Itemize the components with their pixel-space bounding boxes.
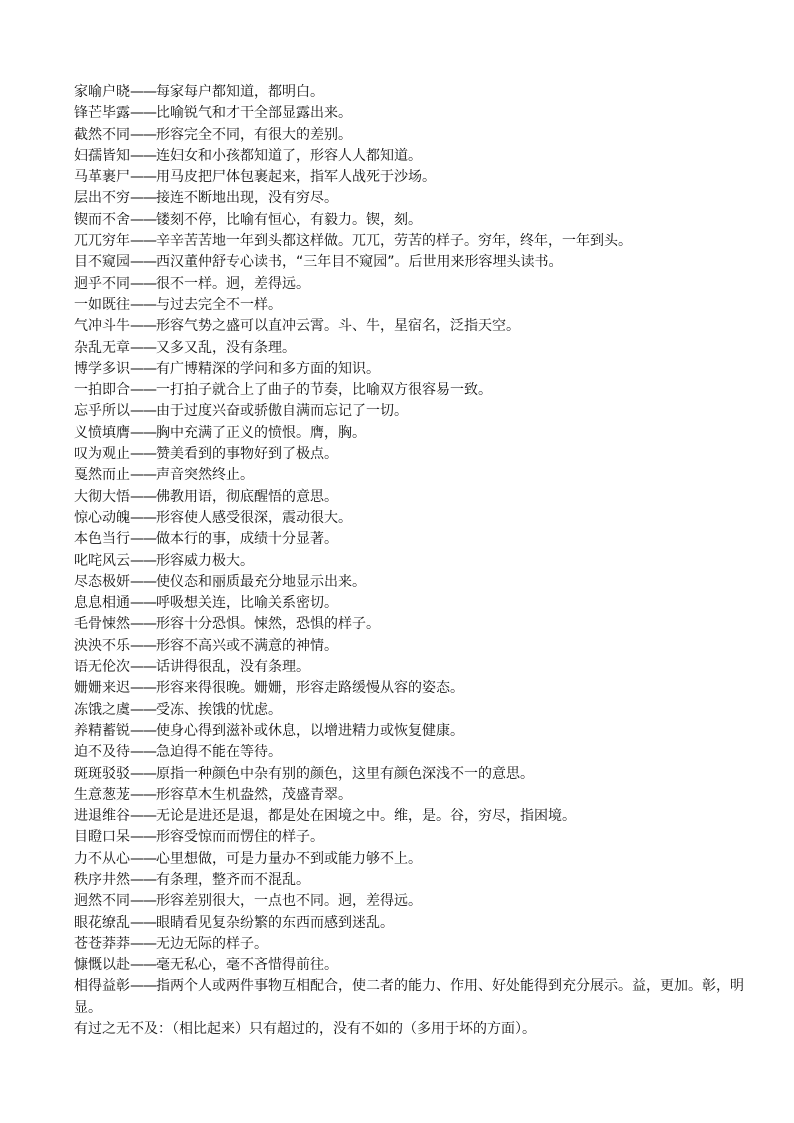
idiom-entry (74, 231, 754, 252)
idiom-definition: 一打拍子就合上了曲子的节奏，比喻双方很容易一致。 (156, 382, 492, 399)
idiom-definition: 眼睛看见复杂纷繁的东西而感到迷乱。 (156, 914, 394, 931)
idiom-term: 迥然不同 (74, 893, 130, 910)
idiom-entry (74, 508, 754, 529)
idiom-definition: 形容威力极大。 (156, 552, 254, 569)
idiom-definition: 形容来得很晚。姗姗，形容走路缓慢从容的姿态。 (156, 680, 464, 697)
idiom-term: 目不窥园 (74, 254, 130, 271)
idiom-term: 截然不同 (74, 126, 130, 143)
idiom-definition: 有条理，整齐而不混乱。 (156, 871, 310, 888)
idiom-term: 语无伦次 (74, 659, 130, 676)
idiom-entry (74, 721, 754, 742)
idiom-entry (74, 870, 754, 891)
idiom-entry (74, 401, 754, 422)
idiom-definition: 指两个人或两件事物互相配合，使二者的能力、作用、好处能得到充分展示。益，更加。彰，明显。 (74, 978, 744, 1016)
vocabulary-list (74, 82, 754, 1040)
idiom-definition: 有广博精深的学问和多方面的知识。 (156, 360, 380, 377)
dash-separator: —— (130, 616, 156, 633)
idiom-definition: 辛辛苦苦地一年到头都这样做。兀兀，劳苦的样子。穷年，终年，一年到头。 (156, 233, 632, 250)
idiom-definition: 形容气势之盛可以直冲云霄。斗、牛，星宿名，泛指天空。 (156, 318, 520, 335)
dash-separator: —— (130, 786, 156, 803)
idiom-entry (74, 913, 754, 934)
idiom-entry (74, 849, 754, 870)
dash-separator: —— (130, 254, 156, 271)
idiom-term: 一如既往 (74, 296, 130, 313)
idiom-entry (74, 614, 754, 635)
dash-separator: —— (130, 680, 156, 697)
idiom-entry (74, 572, 754, 593)
idiom-definition: 形容草木生机盎然，茂盛青翠。 (156, 786, 352, 803)
idiom-definition: 无论是进还是退，都是处在困境之中。维，是。谷，穷尽，指困境。 (156, 808, 576, 825)
idiom-term: 秩序井然 (74, 871, 130, 888)
idiom-definition: 毫无私心，毫不吝惜得前往。 (156, 957, 338, 974)
idiom-definition: 赞美看到的事物好到了极点。 (156, 446, 338, 463)
idiom-term: 惊心动魄 (74, 509, 130, 526)
idiom-term: 义愤填膺 (74, 424, 130, 441)
dash-separator: —— (130, 829, 156, 846)
dash-separator: —— (130, 531, 156, 548)
idiom-definition: 心里想做，可是力量办不到或能力够不上。 (156, 850, 422, 867)
dash-separator: —— (130, 84, 156, 100)
idiom-entry (74, 593, 754, 614)
idiom-term: 息息相通 (74, 595, 130, 612)
idiom-definition: 镂刻不停，比喻有恒心，有毅力。锲，刻。 (156, 211, 422, 228)
idiom-entry (74, 125, 754, 146)
idiom-term: 尽态极妍 (74, 573, 130, 590)
idiom-term: 慷慨以赴 (74, 957, 130, 974)
idiom-entry (74, 785, 754, 806)
idiom-definition: 原指一种颜色中杂有别的颜色，这里有颜色深浅不一的意思。 (156, 765, 534, 782)
idiom-term: 苍苍莽莽 (74, 935, 130, 952)
idiom-term: 层出不穷 (74, 190, 130, 207)
idiom-term: 本色当行 (74, 531, 130, 548)
idiom-definition: 很不一样。迥，差得远。 (156, 275, 310, 292)
idiom-entry (74, 295, 754, 316)
idiom-definition: 胸中充满了正义的愤恨。膺，胸。 (156, 424, 366, 441)
dash-separator: —— (130, 296, 156, 313)
dash-separator: —— (130, 552, 156, 569)
dash-separator: —— (130, 446, 156, 463)
dash-separator: —— (130, 722, 156, 739)
idiom-definition: 佛教用语，彻底醒悟的意思。 (156, 488, 338, 505)
idiom-entry (74, 678, 754, 699)
idiom-definition: 形容使人感受很深，震动很大。 (156, 509, 352, 526)
idiom-term: 锲而不舍 (74, 211, 130, 228)
idiom-definition: 与过去完全不一样。 (156, 296, 282, 313)
idiom-entry (74, 380, 754, 401)
idiom-entry (74, 146, 754, 167)
idiom-term: 有过之无不及 (74, 1021, 158, 1038)
dash-separator: —— (130, 765, 156, 782)
idiom-term: 姗姗来迟 (74, 680, 130, 697)
idiom-term: 相得益彰 (74, 978, 130, 995)
idiom-definition: 形容受惊而而愣住的样子。 (156, 829, 324, 846)
dash-separator: —— (130, 850, 156, 867)
idiom-term: 目瞪口呆 (74, 829, 130, 846)
dash-separator: —— (130, 659, 156, 676)
dash-separator: —— (130, 488, 156, 505)
idiom-definition: 用马皮把尸体包裹起来，指军人战死于沙场。 (156, 169, 436, 186)
idiom-definition: 接连不断地出现，没有穷尽。 (156, 190, 338, 207)
idiom-term: 马革裹尸 (74, 169, 130, 186)
idiom-entry (74, 188, 754, 209)
idiom-term: 杂乱无章 (74, 339, 130, 356)
idiom-term: 进退维谷 (74, 808, 130, 825)
idiom-definition: 又多又乱，没有条理。 (156, 339, 296, 356)
idiom-term: 一拍即合 (74, 382, 130, 399)
dash-separator: —— (130, 701, 156, 718)
dash-separator: —— (130, 595, 156, 612)
idiom-entry (74, 934, 754, 955)
idiom-definition: 连妇女和小孩都知道了，形容人人都知道。 (156, 147, 422, 164)
dash-separator: —— (130, 893, 156, 910)
idiom-definition: 急迫得不能在等待。 (156, 744, 282, 761)
idiom-term: 大彻大悟 (74, 488, 130, 505)
dash-separator: —— (130, 424, 156, 441)
idiom-definition: 比喻锐气和才干全部显露出来。 (156, 105, 352, 122)
dash-separator: —— (130, 360, 156, 377)
dash-separator: —— (130, 105, 156, 122)
dash-separator: —— (130, 126, 156, 143)
idiom-entry (74, 316, 754, 337)
idiom-entry (74, 976, 754, 1019)
idiom-entry (74, 359, 754, 380)
idiom-term: 锋芒毕露 (74, 105, 130, 122)
idiom-term: 斑斑驳驳 (74, 765, 130, 782)
dash-separator: —— (130, 318, 156, 335)
idiom-definition: 使仪态和丽质最充分地显示出来。 (156, 573, 366, 590)
idiom-term: 生意葱茏 (74, 786, 130, 803)
idiom-entry (74, 338, 754, 359)
dash-separator: —— (130, 382, 156, 399)
idiom-definition: 形容差别很大，一点也不同。迥，差得远。 (156, 893, 422, 910)
idiom-term: 迥乎不同 (74, 275, 130, 292)
idiom-entry (74, 529, 754, 550)
idiom-definition: 西汉董仲舒专心读书，“三年目不窥园”。后世用来形容埋头读书。 (156, 254, 563, 271)
idiom-entry (74, 167, 754, 188)
dash-separator: —— (130, 147, 156, 164)
idiom-definition: 呼吸想关连，比喻关系密切。 (156, 595, 338, 612)
idiom-definition: 做本行的事，成绩十分显著。 (156, 531, 338, 548)
dash-separator: —— (130, 957, 156, 974)
idiom-entry (74, 955, 754, 976)
idiom-definition: 使身心得到滋补或休息，以增进精力或恢复健康。 (156, 722, 464, 739)
idiom-term: 叱咤风云 (74, 552, 130, 569)
idiom-entry (74, 636, 754, 657)
dash-separator: —— (130, 169, 156, 186)
dash-separator: —— (130, 211, 156, 228)
dash-separator: —— (130, 403, 156, 420)
dash-separator: —— (130, 509, 156, 526)
idiom-entry (74, 252, 754, 273)
dash-separator: —— (130, 339, 156, 356)
idiom-entry (74, 444, 754, 465)
idiom-definition: （相比起来）只有超过的，没有不如的（多用于坏的方面）。 (172, 1021, 536, 1038)
idiom-term: 妇孺皆知 (74, 147, 130, 164)
dash-separator: —— (130, 190, 156, 207)
dash-separator: —— (130, 744, 156, 761)
idiom-term: 力不从心 (74, 850, 130, 867)
idiom-definition: 声音突然终止。 (156, 467, 254, 484)
idiom-term: 博学多识 (74, 360, 130, 377)
idiom-term: 眼花缭乱 (74, 914, 130, 931)
idiom-definition: 受冻、挨饿的忧虑。 (156, 701, 282, 718)
idiom-definition: 话讲得很乱，没有条理。 (156, 659, 310, 676)
idiom-entry (74, 891, 754, 912)
idiom-entry (74, 742, 754, 763)
idiom-definition: 每家每户都知道，都明白。 (156, 84, 324, 100)
idiom-entry (74, 82, 754, 103)
idiom-entry (74, 423, 754, 444)
idiom-entry (74, 274, 754, 295)
dash-separator: —— (130, 914, 156, 931)
idiom-term: 冻饿之虞 (74, 701, 130, 718)
idiom-definition: 形容完全不同，有很大的差别。 (156, 126, 352, 143)
idiom-entry (74, 103, 754, 124)
idiom-entry (74, 827, 754, 848)
idiom-term: 叹为观止 (74, 446, 130, 463)
idiom-term: 泱泱不乐 (74, 637, 130, 654)
idiom-term: 兀兀穷年 (74, 233, 130, 250)
colon-separator: ： (158, 1021, 172, 1038)
idiom-definition: 形容不高兴或不满意的神情。 (156, 637, 338, 654)
idiom-entry (74, 210, 754, 231)
idiom-entry (74, 487, 754, 508)
dash-separator: —— (130, 978, 156, 995)
idiom-entry (74, 700, 754, 721)
idiom-definition: 形容十分恐惧。悚然，恐惧的样子。 (156, 616, 380, 633)
idiom-term: 毛骨悚然 (74, 616, 130, 633)
idiom-entry (74, 551, 754, 572)
idiom-term: 气冲斗牛 (74, 318, 130, 335)
idiom-entry (74, 657, 754, 678)
dash-separator: —— (130, 573, 156, 590)
idiom-term: 养精蓄锐 (74, 722, 130, 739)
idiom-term: 家喻户晓 (74, 84, 130, 100)
idiom-term: 戛然而止 (74, 467, 130, 484)
dash-separator: —— (130, 467, 156, 484)
idiom-term: 忘乎所以 (74, 403, 130, 420)
dash-separator: —— (130, 637, 156, 654)
idiom-entry (74, 1019, 754, 1040)
dash-separator: —— (130, 275, 156, 292)
idiom-entry (74, 465, 754, 486)
dash-separator: —— (130, 871, 156, 888)
dash-separator: —— (130, 808, 156, 825)
dash-separator: —— (130, 233, 156, 250)
idiom-definition: 无边无际的样子。 (156, 935, 268, 952)
dash-separator: —— (130, 935, 156, 952)
idiom-definition: 由于过度兴奋或骄傲自满而忘记了一切。 (156, 403, 408, 420)
idiom-term: 迫不及待 (74, 744, 130, 761)
idiom-entry (74, 764, 754, 785)
idiom-entry (74, 806, 754, 827)
